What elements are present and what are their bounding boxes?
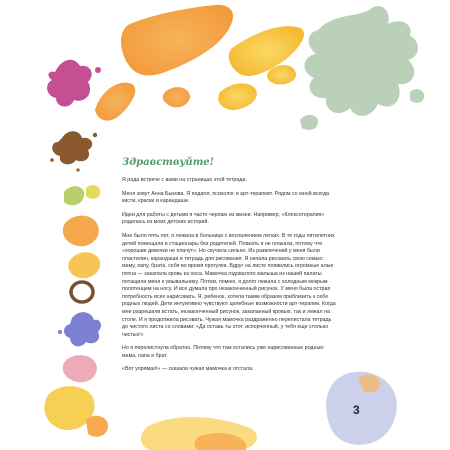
yellow-bottom-left-blot (44, 386, 108, 437)
page-heading: Здравствуйте! (122, 157, 215, 168)
paragraph-intro: Меня зовут Анна Быкова. Я педагог, психолог и арт-терапевт. Рядом со мной всегда кисти, краски и карандаши. (122, 190, 330, 205)
brown-ring (71, 282, 93, 302)
brown-splat (50, 131, 97, 171)
orange-top-blot (95, 5, 233, 121)
blue-wash-blot (326, 372, 397, 445)
paragraph-stubborn: «Вот упрямая!» — сказала чужая мамочка и отстала. (122, 366, 254, 373)
paragraph-story: Мне было пять лет, я лежала в больнице с воспалением легких. В те годы пятилетних детей помещали в стационары без родителей. Плакать я не плакала, потому что «хорошие девочки не плачут». Но скучала сильно. Из развлечений у меня были пластилин, карандаши и тетрадь для рисования. Я начала рисовать свою семью: маму, папу, брата, себя во время прогулки. Вдруг на листе появились огромные алые пятна — закапала кровь из носа. Мамочка годовалого малыша из нашей палаты потащила меня к умывальнику. Потом, помню, я долго лежала с холодным мокрым полотенцем на носу. И все думала про незаконченный рисунок. У меня была острая потребность всех нарисовать. Я, ребенок, хотела таким образом приблизить к себе родных людей. Дети интуитивно чувствуют целебные возможности арт-терапии. Когда мне разрешили встать, незаконченный рисунок, закапанный кровью, так и лежал на столе. И я продолжила рисовать. Чужая мамочка раздраженно перелистала тетрадь до чистого листа со словами: «Да оставь ты этот, испорченный, у тебя еще столько чистых!» (122, 232, 336, 338)
pink-blot (63, 355, 97, 382)
orange-left-blot (63, 216, 100, 279)
paragraph-turned-back: Но я перелистнула обратно. Потому что там остались уже нарисованные родные: мама, папа и брат. (122, 345, 325, 359)
paragraph-greeting: Я рада встрече с вами на страницах этой тетради. (122, 177, 247, 183)
violet-blot (58, 312, 101, 346)
bottom-center-blot (141, 417, 257, 450)
green-yellow-blot (64, 185, 100, 205)
sage-green-blot (300, 6, 424, 130)
paragraph-ideas: Идеи для работы с детьми я часто черпаю из жизни. Например, «Клексотерапия» родилась из моих детских историй. (122, 211, 325, 226)
yellow-top-blot (218, 26, 304, 110)
main-text-column (122, 157, 336, 380)
magenta-blot (47, 60, 101, 107)
page-number: 3 (353, 403, 360, 417)
